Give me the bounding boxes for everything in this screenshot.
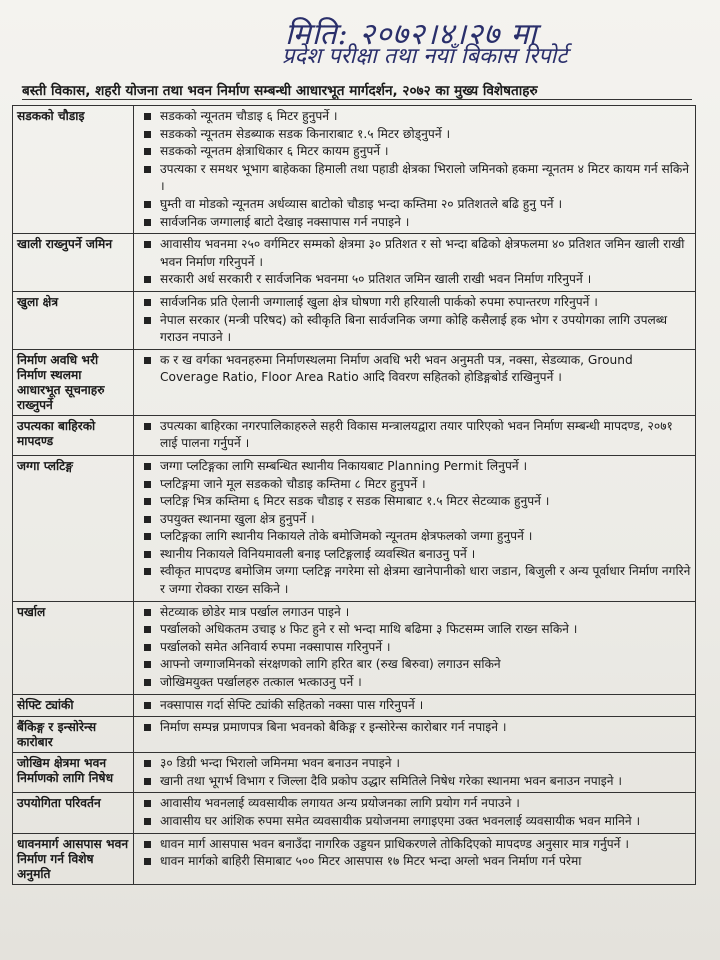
row-points-cell — [134, 349, 696, 415]
bullet-point: स्वीकृत मापदण्ड बमोजिम जग्गा प्लटिङ्ग नगरेमा सो क्षेत्रमा खानेपानीको धारा जडान, बिजुली र अन्य पूर्वाधार निर्माण नगरिने र जग्गा रोक्का राख्न सकिने । — [140, 563, 691, 598]
table-row — [13, 793, 696, 833]
bullet-point: स्थानीय निकायले विनियमावली बनाइ प्लटिङ्गलाई व्यवस्थित बनाउनु पर्ने । — [140, 546, 691, 564]
bullet-point: उपयुक्त स्थानमा खुला क्षेत्र हुनुपर्ने । — [140, 511, 691, 529]
bullet-list — [140, 755, 691, 790]
bullet-point: प्लटिङ्गका लागि स्थानीय निकायले तोके बमोजिमको न्यूनतम क्षेत्रफलको जग्गा हुनुपर्ने । — [140, 528, 691, 546]
row-points-cell — [134, 833, 696, 884]
bullet-list — [140, 352, 691, 387]
bullet-point: आवासीय घर आंशिक रुपमा समेत व्यवसायीक प्रयोजनमा लगाइएमा उक्त भवनलाई व्यवसायीक भवन मानिने । — [140, 813, 691, 831]
bullet-point: घुम्ती वा मोडको न्यूनतम अर्धव्यास बाटोको चौडाइ भन्दा कम्तिमा २० प्रतिशतले बढि हुनु पर्ने । — [140, 196, 691, 214]
row-heading: बैंकिङ्ग र इन्सोरेन्स कारोबार — [13, 717, 134, 753]
table-row — [13, 234, 696, 292]
row-points-cell — [134, 106, 696, 234]
row-points-cell — [134, 717, 696, 753]
bullet-list — [140, 836, 691, 871]
bullet-point: नक्सापास गर्दा सेफ्टि ट्यांकी सहितको नक्सा पास गरिनुपर्ने । — [140, 697, 691, 715]
table-row — [13, 717, 696, 753]
bullet-point: सार्वजनिक जग्गालाई बाटो देखाइ नक्सापास गर्न नपाइने । — [140, 214, 691, 232]
row-heading: खाली राख्नुपर्ने जमिन — [13, 234, 134, 292]
row-heading: सेफ्टि ट्यांकी — [13, 694, 134, 717]
table-row — [13, 753, 696, 793]
row-points-cell — [134, 291, 696, 349]
table-row — [13, 106, 696, 234]
bullet-list — [140, 719, 691, 737]
bullet-point: धावन मार्गको बाहिरी सिमाबाट ५०० मिटर आसपास १७ मिटर भन्दा अग्लो भवन निर्माण गर्न परेमा — [140, 853, 691, 871]
table-row — [13, 455, 696, 601]
bullet-point: आवासीय भवनलाई व्यवसायीक लगायत अन्य प्रयोजनका लागि प्रयोग गर्न नपाउने । — [140, 795, 691, 813]
bullet-point: निर्माण सम्पन्न प्रमाणपत्र बिना भवनको बैकिङ्ग र इन्सोरेन्स कारोबार गर्न नपाइने । — [140, 719, 691, 737]
bullet-list — [140, 108, 691, 231]
row-points-cell — [134, 234, 696, 292]
row-heading: सडकको चौडाइ — [13, 106, 134, 234]
row-points-cell — [134, 415, 696, 455]
table-row — [13, 291, 696, 349]
row-heading: धावनमार्ग आसपास भवन निर्माण गर्न विशेष अनुमति — [13, 833, 134, 884]
bullet-point: नेपाल सरकार (मन्त्री परिषद) को स्वीकृति बिना सार्वजनिक जग्गा कोहि कसैलाई हक भोग र उपयोगका लागि उपलब्ध गराउन नपाउने । — [140, 312, 691, 347]
bullet-point: पर्खालको समेत अनिवार्य रुपमा नक्सापास गरिनुपर्ने । — [140, 639, 691, 657]
bullet-list — [140, 604, 691, 692]
bullet-point: सडकको न्यूनतम चौडाइ ६ मिटर हुनुपर्ने । — [140, 108, 691, 126]
table-row — [13, 601, 696, 694]
bullet-list — [140, 697, 691, 715]
row-heading: उपयोगिता परिवर्तन — [13, 793, 134, 833]
bullet-point: ३० डिग्री भन्दा भिरालो जमिनमा भवन बनाउन नपाइने । — [140, 755, 691, 773]
bullet-point: प्लटिङ्ग भित्र कम्तिमा ६ मिटर सडक चौडाइ र सडक सिमाबाट १.५ मिटर सेटव्याक हुनुपर्ने । — [140, 493, 691, 511]
bullet-point: प्लटिङ्गमा जाने मूल सडकको चौडाइ कम्तिमा ८ मिटर हुनुपर्ने । — [140, 476, 691, 494]
guidelines-table — [12, 105, 696, 885]
row-points-cell — [134, 601, 696, 694]
bullet-point: धावन मार्ग आसपास भवन बनाउँदा नागरिक उड्डयन प्राधिकरणले तोकिदिएको मापदण्ड अनुसार मात्र गर्नुपर्ने । — [140, 836, 691, 854]
table-row — [13, 349, 696, 415]
bullet-point: सडकको न्यूनतम सेडब्याक सडक किनाराबाट १.५ मिटर छोड्नुपर्ने । — [140, 126, 691, 144]
row-points-cell — [134, 753, 696, 793]
bullet-point: उपत्यका र समथर भूभाग बाहेकका हिमाली तथा पहाडी क्षेत्रका भिरालो जमिनको हकमा न्यूनतम ४ मिटर कायम गर्न सकिने । — [140, 161, 691, 196]
table-row — [13, 415, 696, 455]
bullet-point: आवासीय भवनमा २५० वर्गमिटर सम्मको क्षेत्रमा ३० प्रतिशत र सो भन्दा बढिको क्षेत्रफलमा ४० प्रतिशत जमिन खाली राखी भवन निर्माण गरिनुपर्ने । — [140, 236, 691, 271]
row-heading: खुला क्षेत्र — [13, 291, 134, 349]
row-heading: जोखिम क्षेत्रमा भवन निर्माणको लागि निषेध — [13, 753, 134, 793]
handwritten-date-note: मिति: २०७२।४।२७ मा — [285, 17, 538, 52]
row-heading: पर्खाल — [13, 601, 134, 694]
table-row — [13, 833, 696, 884]
bullet-point: खानी तथा भूगर्भ विभाग र जिल्ला दैवि प्रकोप उद्धार समितिले निषेध गरेका स्थानमा भवन बनाउन नपाइने । — [140, 773, 691, 791]
bullet-list — [140, 294, 691, 347]
guidelines-table-body — [13, 106, 696, 885]
bullet-list — [140, 458, 691, 599]
bullet-point: सडकको न्यूनतम क्षेत्राधिकार ६ मिटर कायम हुनुपर्ने । — [140, 143, 691, 161]
title-underline — [22, 99, 692, 100]
handwritten-subject-note: प्रदेश परीक्षा तथा नयाँ बिकास रिपोर्ट — [282, 44, 568, 69]
row-heading: जग्गा प्लटिङ्ग — [13, 455, 134, 601]
row-points-cell — [134, 694, 696, 717]
row-heading: उपत्यका बाहिरको मापदण्ड — [13, 415, 134, 455]
bullet-list — [140, 795, 691, 830]
row-points-cell — [134, 793, 696, 833]
row-heading: निर्माण अवधि भरी निर्माण स्थलमा आधारभूत सूचनाहरु राख्नुपर्ने — [13, 349, 134, 415]
bullet-point: आफ्नो जग्गाजमिनको संरक्षणको लागि हरित बार (रुख बिरुवा) लगाउन सकिने — [140, 656, 691, 674]
bullet-list — [140, 418, 691, 453]
bullet-point: सेटव्याक छोडेर मात्र पर्खाल लगाउन पाइने । — [140, 604, 691, 622]
bullet-point: सरकारी अर्ध सरकारी र सार्वजनिक भवनमा ५० प्रतिशत जमिन खाली राखी भवन निर्माण गरिनुपर्ने । — [140, 271, 691, 289]
document-title: बस्ती विकास, शहरी योजना तथा भवन निर्माण सम्बन्धी आधारभूत मार्गदर्शन, २०७२ का मुख्य विशेषताहरु — [22, 83, 538, 99]
bullet-point: सार्वजनिक प्रति ऐलानी जग्गालाई खुला क्षेत्र घोषणा गरी हरियाली पार्कको रुपमा रुपान्तरण गरिनुपर्ने । — [140, 294, 691, 312]
bullet-point: पर्खालको अधिकतम उचाइ ४ फिट हुने र सो भन्दा माथि बढिमा ३ फिटसम्म जालि राख्न सकिने । — [140, 621, 691, 639]
bullet-point: उपत्यका बाहिरका नगरपालिकाहरुले सहरी विकास मन्त्रालयद्वारा तयार पारिएको भवन निर्माण सम्बन्धी मापदण्ड, २०७१ लाई पालना गर्नुपर्ने । — [140, 418, 691, 453]
bullet-point: जोखिमयुक्त पर्खालहरु तत्काल भत्काउनु पर्ने । — [140, 674, 691, 692]
bullet-list — [140, 236, 691, 289]
row-points-cell — [134, 455, 696, 601]
table-row — [13, 694, 696, 717]
bullet-point: जग्गा प्लटिङ्गका लागि सम्बन्धित स्थानीय निकायबाट Planning Permit लिनुपर्ने । — [140, 458, 691, 476]
bullet-point: क र ख वर्गका भवनहरुमा निर्माणस्थलमा निर्माण अवधि भरी भवन अनुमती पत्र, नक्सा, सेडव्याक, Ground Coverage Ratio, Floor Area Ratio आदि विवरण सहितको होडिङ्गबोर्ड राखिनुपर्ने । — [140, 352, 691, 387]
